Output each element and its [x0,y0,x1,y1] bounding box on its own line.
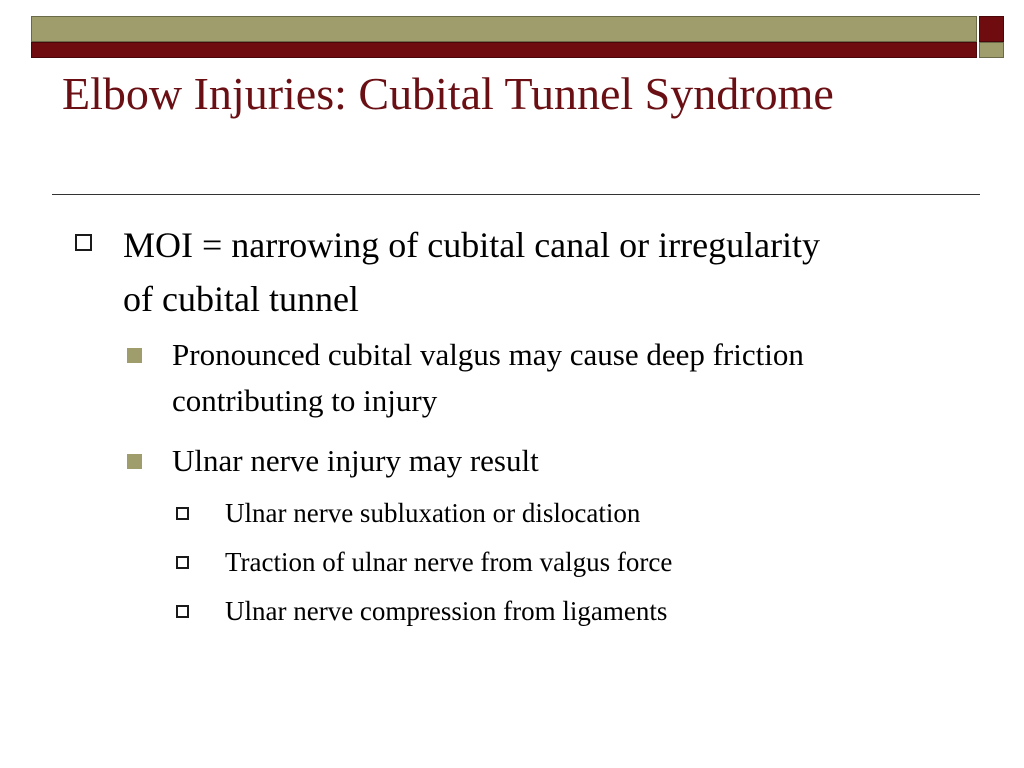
bullet-level-2: Pronounced cubital valgus may cause deep friction contributing to injury [172,337,804,418]
bullet-level-3: Ulnar nerve compression from ligaments [225,596,668,626]
hollow-square-icon [176,556,189,569]
slide-title: Elbow Injuries: Cubital Tunnel Syndrome [62,68,834,119]
title-divider [52,194,980,195]
bullet-level-3: Ulnar nerve subluxation or dislocation [225,498,641,528]
bullet-level-3: Traction of ulnar nerve from valgus force [225,547,673,577]
corner-square-maroon [979,16,1004,42]
header-band-maroon [31,42,977,58]
filled-square-icon [127,348,142,363]
hollow-square-icon [176,605,189,618]
bullet-level-1: MOI = narrowing of cubital canal or irregularity of cubital tunnel [123,225,821,319]
header-band-olive [31,16,977,42]
bullet-level-2: Ulnar nerve injury may result [172,443,539,478]
hollow-square-icon [75,234,92,251]
filled-square-icon [127,454,142,469]
hollow-square-icon [176,507,189,520]
corner-square-olive [979,42,1004,58]
